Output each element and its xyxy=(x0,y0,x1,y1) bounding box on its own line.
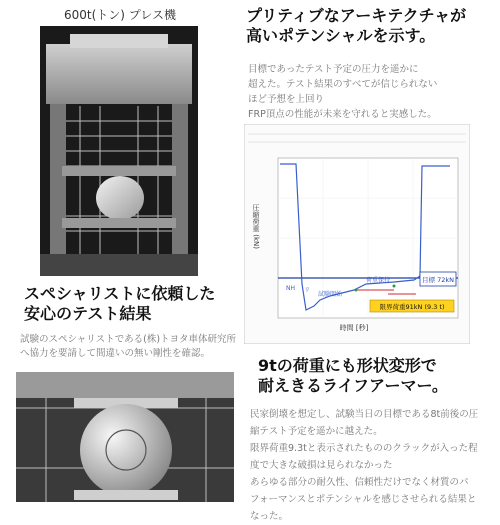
body-line: 超えた。テスト結果のすべてが信じられない xyxy=(248,79,438,90)
body-line: 度で大きな破損は見られなかった xyxy=(250,460,393,471)
load-test-chart xyxy=(244,124,470,344)
hold-annotation: 荷重保持 xyxy=(366,277,391,284)
press-caption: 600t(トン) プレス機 xyxy=(64,8,176,22)
body-line: 縮テスト予定を遥かに越えた。 xyxy=(250,426,383,437)
target-annotation: 目標 72kN xyxy=(422,276,454,284)
start-annotation: 試験開始 xyxy=(318,291,343,298)
marker-annotation-d: NH xyxy=(286,285,295,292)
headline-specialist xyxy=(24,284,244,324)
body-specialist xyxy=(20,333,245,361)
body-line: 民家倒壊を想定し、試験当日の目標である8t前後の圧 xyxy=(250,409,479,420)
marker-annotation-c: リ xyxy=(304,287,311,294)
press-machine-illustration xyxy=(40,26,198,276)
body-line: フォーマンスとポテンシャルを感じさせられる結果と xyxy=(250,494,477,505)
limit-annotation: 限界荷重91kN (9.3 t) xyxy=(379,303,445,311)
body-line: ほど予想を上回り xyxy=(248,94,325,105)
body-line: へ協力を要請して間違いの無い剛性を確認。 xyxy=(20,348,211,359)
body-line: 限界荷重9.3tと表示されたもののクラックが入った程 xyxy=(250,443,478,454)
headline-line: 安心のテスト結果 xyxy=(24,304,152,323)
headline-line: プリティブなアーキテクチャが xyxy=(246,6,467,25)
headline-line: スペシャリストに依頼した xyxy=(24,284,216,303)
headline-line: 耐えきるライフアーマー。 xyxy=(258,376,448,395)
press-machine-photo xyxy=(40,26,198,276)
headline-line: 高いポテンシャルを示す。 xyxy=(246,26,436,45)
body-line: あらゆる部分の耐久性、信頼性だけでなく材質のパ xyxy=(250,477,469,488)
body-line: 試験のスペシャリストである(株)トヨタ車体研究所 xyxy=(20,334,237,345)
headline-life-armor xyxy=(258,356,490,396)
y-axis-label: 圧縮荷重 (kN) xyxy=(252,204,260,249)
tested-shelter-photo xyxy=(16,372,234,502)
shelter-illustration xyxy=(16,372,234,502)
body-architecture xyxy=(248,62,484,122)
body-line: FRP頂点の性能が未来を守れると実感した。 xyxy=(248,109,437,120)
body-line: 目標であったテスト予定の圧力を遥かに xyxy=(248,64,419,75)
headline-architecture xyxy=(246,6,496,46)
headline-line: 9tの荷重にも形状変形で xyxy=(258,356,437,375)
body-line: なった。 xyxy=(250,511,289,522)
body-life-armor xyxy=(250,406,492,525)
x-axis-label: 時間 [秒] xyxy=(339,324,369,332)
